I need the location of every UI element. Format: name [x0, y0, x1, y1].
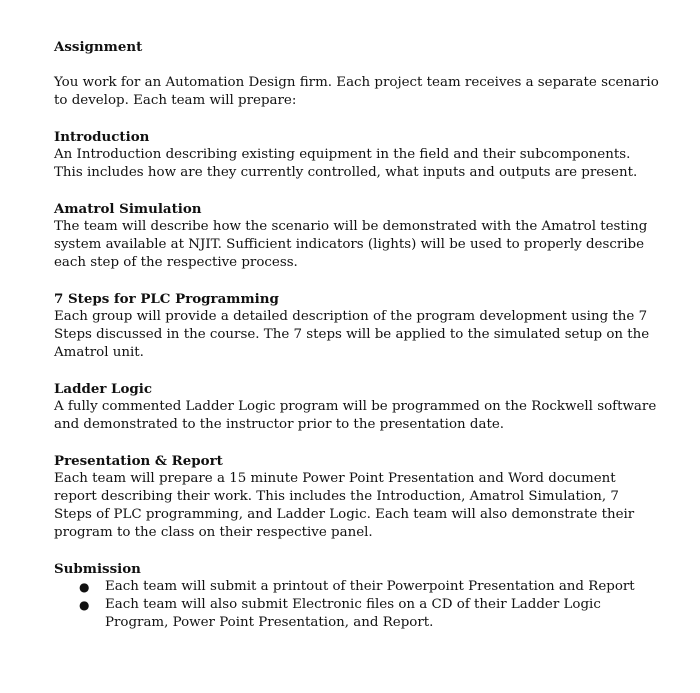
section-heading: Ladder Logic — [54, 381, 153, 397]
section-ladder-logic — [54, 380, 659, 434]
section-heading: Submission — [54, 561, 141, 577]
section-amatrol-simulation — [54, 200, 659, 272]
list-item — [54, 596, 659, 632]
section-presentation-report — [54, 452, 659, 542]
section-heading: Introduction — [54, 129, 150, 145]
list-item-text: Each team will submit a printout of their Powerpoint Presentation and Report — [105, 579, 635, 594]
submission-list — [54, 578, 659, 632]
list-item — [54, 578, 659, 596]
section-submission — [54, 560, 659, 632]
section-body: Each group will provide a detailed description of the program development using the 7 Steps discussed in the course. The 7 steps will be applied to the simulated setup on the Amatrol unit. — [54, 309, 650, 360]
document-title: Assignment — [54, 39, 143, 55]
bullet-icon: ● — [79, 598, 90, 612]
section-7-steps-plc — [54, 290, 659, 362]
section-heading: 7 Steps for PLC Programming — [54, 291, 279, 307]
list-item-text: Each team will also submit Electronic files on a CD of their Ladder Logic Program, Power Point Presentation, and Report. — [105, 597, 601, 630]
assignment-document — [54, 38, 659, 650]
intro-paragraph: You work for an Automation Design firm. Each project team receives a separate scenario to develop. Each team will prepare: — [54, 75, 659, 108]
bullet-icon: ● — [79, 580, 90, 594]
section-body: An Introduction describing existing equipment in the field and their subcomponents. This includes how are they currently controlled, what inputs and outputs are present. — [54, 147, 638, 180]
section-heading: Presentation & Report — [54, 453, 223, 469]
section-body: The team will describe how the scenario will be demonstrated with the Amatrol testing system available at NJIT. Sufficient indicators (lights) will be used to properly describe each step of the respective process. — [54, 219, 648, 270]
section-body: A fully commented Ladder Logic program will be programmed on the Rockwell software and demonstrated to the instructor prior to the presentation date. — [54, 399, 657, 432]
section-introduction — [54, 128, 659, 182]
section-heading: Amatrol Simulation — [54, 201, 202, 217]
section-body: Each team will prepare a 15 minute Power Point Presentation and Word document report describing their work. This includes the Introduction, Amatrol Simulation, 7 Steps of PLC programming, and Ladder Logic. Each team will also demonstrate their program to the class on their respective panel. — [54, 471, 635, 540]
